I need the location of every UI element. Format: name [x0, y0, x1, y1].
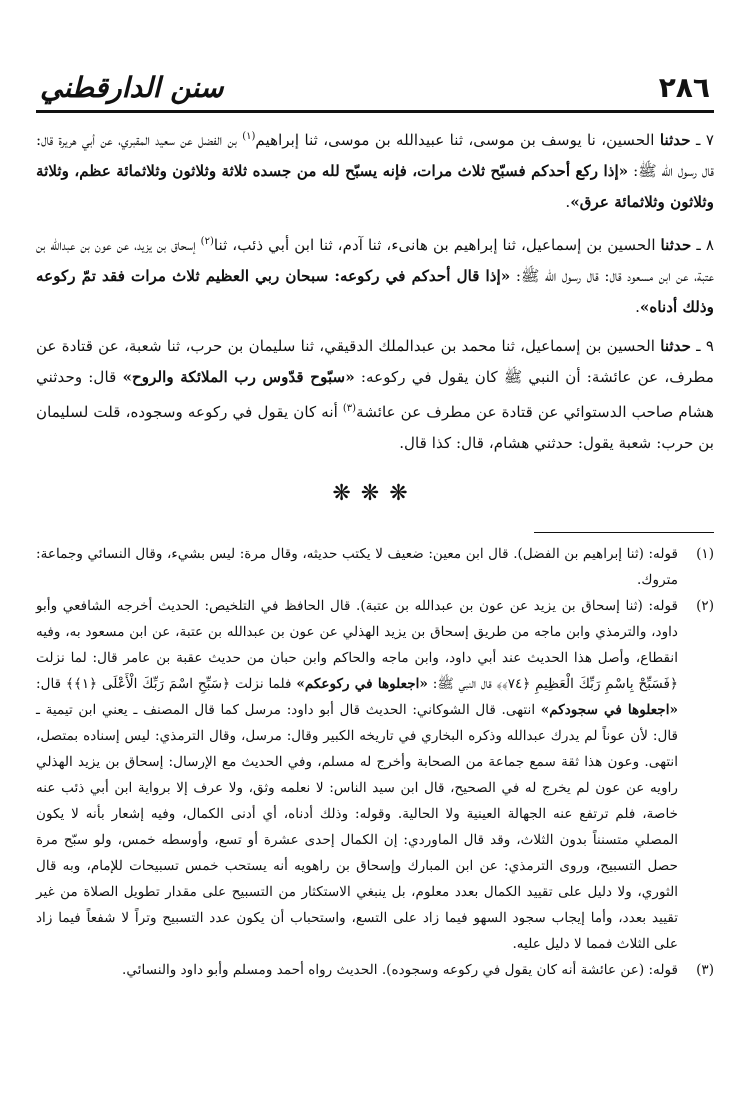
- hadith-chain: قال: وحدثني هشام صاحب الدستوائي عن قتادة عن مطرف عن عائشة: [36, 368, 714, 422]
- footnote-2: [36, 593, 714, 957]
- hadith-chain: الحسين بن إسماعيل، ثنا محمد بن عبدالملك الدقيقي، ثنا سليمان بن حرب، ثنا شعبة، عن قتادة عن مطرف، عن عائشة: أن النبي ﷺ كان يقول في ركوعه:: [36, 337, 715, 387]
- footnote-separator: [36, 532, 714, 533]
- footnote-body: فلما نزلت: [230, 676, 297, 693]
- hadith-number: ٨ ـ: [691, 236, 714, 255]
- hadith-text: «سبّوح قدّوس رب الملائكة والروح»: [122, 368, 355, 387]
- hadith-number: ٧ ـ: [690, 131, 715, 150]
- hadith-text: «إذا قال أحدكم في ركوعه: سبحان ربي العظيم ثلاث مرات فقد تمّ ركوعه وذلك أدناه»: [36, 267, 714, 317]
- footnote-rule: [534, 532, 714, 533]
- footnote-ref: (٣): [342, 403, 357, 415]
- quran-verse: ﴿سَبِّحِ اسْمَ رَبِّكَ الْأَعْلَى ﴿١﴾﴾: [65, 676, 231, 693]
- footnote-ref: (١): [242, 131, 256, 142]
- footnote-number: (١): [696, 546, 714, 563]
- footnote-number: (٢): [696, 598, 714, 615]
- hadith-end: .: [565, 193, 571, 212]
- hadith-8: [36, 226, 714, 323]
- footnote-body: قوله: (ثنا إبراهيم بن الفضل). قال ابن معين: ضعيف لا يكتب حديثه، وقال مرة: ليس بشيء، وقال النسائي وجماعة: متروك.: [36, 546, 678, 589]
- footnote-1: [36, 541, 714, 593]
- section-ornament: ❋❋❋: [332, 481, 418, 507]
- book-title: سنن الدارقطني: [40, 71, 224, 104]
- footnote-body: قال النبي ﷺ:: [427, 676, 497, 693]
- footnote-body: انتهى. قال الشوكاني: الحديث قال أبو داود: مرسل كما قال المصنف ـ يعني ابن تيمية ـ قال: لأن عوناً لم يدرك عبدالله وذكره البخاري في تاريخه الكبير وقال: مرسل، وقال الترمذي: ليس إسناده بمتصل، انتهى. وعون هذا ثقة سمع جماعة من الصحابة وأخرج له مسلم، وفي الحديث مع الإرسال: إسحاق بن يزيد الهذلي راويه عن عون لم يخرج له في الصحيح، قال ابن سيد الناس: لا نعلمه وثق، ولا عرف إلا برواية ابن أبي ذئب عنه خاصة، فلم ترتفع عنه الجهالة العينية ولا الحالية. وقوله: وذلك أدناه، أي أدنى الكمال، وفيه إشعار بأنه لا يكون المصلي متسنناً بدون الثلاث، وقد قال الماوردي: إن الكمال إحدى عشرة أو تسع، وأوسطه خمس، ولو سبّح مرة حصل التسبيح، وروى الترمذي: عن ابن المبارك وإسحاق بن راهويه أنه يستحب خمس تسبيحات للإمام، وبه قال الثوري، ولا دليل على تقييد الكمال بعدد معلوم، بل ينبغي الاستكثار من التسبيح على مقدار تطويل الصلاة من غير تقييد بعدد، وأما إيجاب سجود السهو فيما زاد على التسع، واستحباب أن يكون عدد التسبيح وتراً لا شفعاً فيما زاد على الثلاث فمما لا دليل عليه.: [36, 702, 678, 953]
- hadith-opening: حدثنا: [660, 236, 692, 255]
- footnote-body: قال:: [36, 676, 66, 693]
- header-rule: [36, 110, 714, 113]
- hadith-end: .: [635, 298, 640, 317]
- footnote-text: [36, 593, 678, 957]
- hadith-number: ٩ ـ: [691, 337, 714, 356]
- hadith-9: [36, 331, 714, 459]
- footnote-body: قوله: (عن عائشة أنه كان يقول في ركوعه وسجوده). الحديث رواه أحمد ومسلم وأبو داود والنسائي.: [122, 962, 678, 979]
- hadith-text: «إذا ركع أحدكم فسبّح ثلاث مرات، فإنه يسبّح لله من جسده ثلاثة وثلاثون وثلاثمائة عظم، وثلاثة وثلاثون وثلاثمائة عرق»: [36, 162, 714, 212]
- hadith-chain: الحسين بن إسماعيل، ثنا إبراهيم بن هانىء، ثنا آدم، ثنا ابن أبي ذئب، ثنا: [213, 236, 661, 255]
- footnote-number: (٣): [696, 962, 714, 979]
- footnotes: [36, 541, 714, 983]
- hadith-chain: إسحاق بن يزيد، عن عون بن عبدالله بن عتبة، عن ابن مسعود قال: قال رسول الله ﷺ:: [36, 236, 715, 286]
- hadith-chain: بن الفضل عن سعيد المقبري، عن أبي هريرة قال: قال رسول الله ﷺ:: [36, 131, 714, 181]
- footnote-ref: (٢): [200, 236, 214, 248]
- hadith-opening: حدثنا: [659, 131, 691, 150]
- hadith-opening: حدثنا: [660, 337, 691, 356]
- hadith-quote: «اجعلوها في سجودكم»: [540, 702, 678, 719]
- page: [36, 60, 714, 983]
- quran-verse: ﴿فَسَبِّحْ بِاسْمِ رَبِّكَ الْعَظِيمِ ﴿٧٤﴾﴾: [496, 676, 678, 693]
- footnote-text: [36, 957, 678, 983]
- page-header: [36, 60, 714, 104]
- footnote-3: [36, 957, 714, 983]
- hadith-chain: أنه كان يقول في ركوعه وسجوده، قلت لسليمان بن حرب: شعبة يقول: حدثني هشام، قال: كذا قال.: [36, 403, 714, 453]
- footnote-text: [36, 541, 678, 593]
- page-number: ٢٨٦: [658, 71, 710, 104]
- hadith-quote: «اجعلوها في ركوعكم»: [296, 676, 428, 693]
- hadith-7: [36, 121, 714, 218]
- hadith-chain: الحسين، نا يوسف بن موسى، ثنا عبيدالله بن موسى، ثنا إبراهيم: [255, 131, 660, 150]
- footnote-body: قوله: (ثنا إسحاق بن يزيد عن عون بن عبدالله بن عتبة). قال الحافظ في التلخيص: الحديث أخرجه الشافعي وأبو داود، والترمذي وابن ماجه من طريق إسحاق بن يزيد الهذلي عن عون بن عبدالله بن عتبة، عن ابن مسعود به، وفيه انقطاع، وأصل هذا الحديث عند أبي داود، وابن ماجه والحاكم وابن حبان من حديث عقبة بن عامر قال: لما نزلت: [36, 598, 678, 667]
